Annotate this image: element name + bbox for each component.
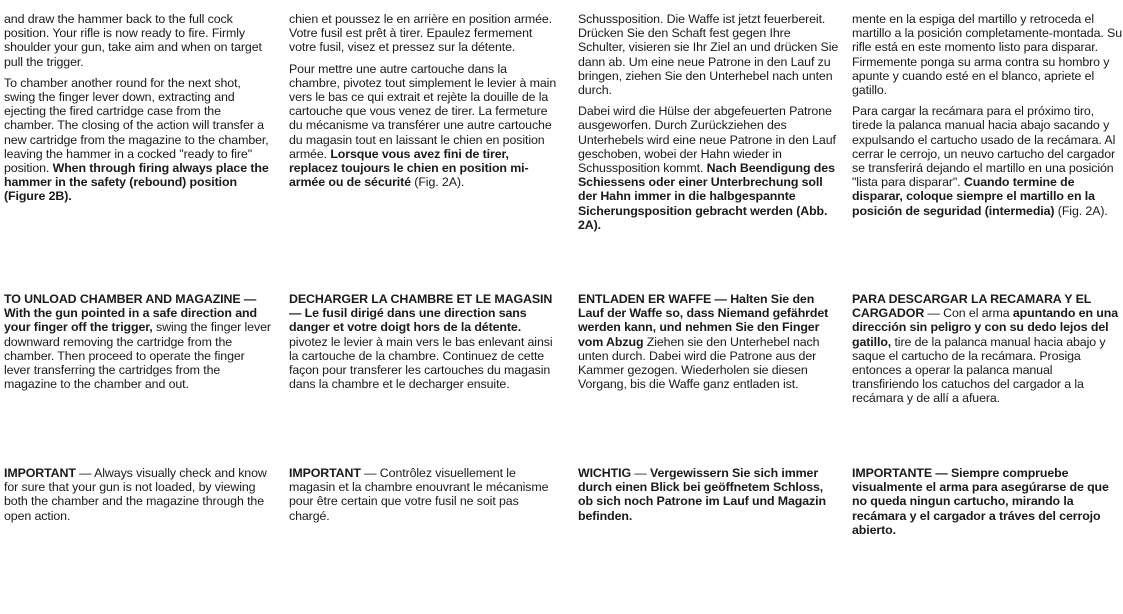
text-run: (Fig. 2A). — [410, 175, 465, 190]
paragraph — [852, 466, 1122, 537]
block-important — [289, 466, 557, 523]
block-firing — [852, 12, 1122, 218]
bold-text-run: IMPORTANT — [289, 466, 361, 480]
text-run: pivotez le levier à main vers le bas enlevant ainsi la cartouche de la chambre. Continuez de cette façon pour transferer les cartouches du magasin dans la chambre et le decharger ensuite. — [289, 334, 553, 392]
bold-text-run: PARA DESCARGAR LA RECAMARA Y EL CARGADOR — [852, 292, 1091, 321]
text-run: chien et poussez le en arrière en position armée. Votre fusil est prêt à tirer. Epaulez fermement votre fusil, visez et pressez sur la détente. — [289, 12, 553, 55]
paragraph — [4, 12, 272, 69]
text-run: Ziehen sie den Unterhebel nach unten durch. Dabei wird die Patrone aus der Kammer gezogen. Wiederholen sie diesen Vorgang, bis die Waffe ganz entladen ist. — [578, 334, 820, 392]
block-firing — [4, 12, 272, 204]
paragraph — [578, 466, 840, 523]
paragraph — [578, 12, 840, 97]
block-firing — [289, 12, 557, 189]
bold-text-run: IMPORTANT — [4, 466, 76, 480]
text-run: Schussposition. Die Waffe ist jetzt feuerbereit. Drücken Sie den Schaft fest gegen Ihre Schulter, visieren sie Ihr Ziel an und drücken Sie dann ab. Um eine neue Patrone in den Lauf zu bringen, ziehen Sie den Unterhebel nach unten durch. — [578, 12, 839, 98]
bold-text-run: Cuando termine de disparar, coloque siempre el martillo en la posición de seguridad (intermedia) — [852, 175, 1095, 218]
bold-text-run: Nach Beendigung des Schiessens oder einer Unterbrechung soll der Hahn immer in die halbgespannte Sicherungsposition gebracht werden (Abb. 2A). — [578, 161, 835, 232]
text-run: Para cargar la recámara para el próximo tiro, tirede la palanca manual hacia abajo sacando y expulsando el cartucho usado de la recámara. Al cerrar le cerrojo, un neuvo cartucho del cargador se transferirá dejando el martillo en una posición "lista para disparar". — [852, 104, 1116, 190]
text-run: mente en la espiga del martillo y retroceda el martillo a la posición completamente-montada. Su rifle está en este momento listo para disparar. Firmemente ponga su arma contra su hombro y apunte y cuando esté en el blanco, apriete el gatillo. — [852, 12, 1122, 98]
block-unload — [4, 292, 272, 391]
bold-text-run: Lorsque vous avez fini de tirer, replacez toujours le chien en position mi-armée ou de sécurité — [289, 146, 529, 190]
paragraph — [289, 62, 557, 190]
bold-text-run: WICHTIG — [578, 466, 631, 480]
paragraph — [289, 466, 557, 523]
bold-text-run: ENTLADEN ER WAFFE — Halten Sie den Lauf der Waffe so, dass Niemand gefährdet werden kann, und nehmen Sie den Finger vom Abzug — [578, 292, 829, 349]
block-unload — [578, 292, 840, 391]
bold-text-run: When through firing always place the hammer in the safety (rebound) position (Figure 2B). — [4, 161, 269, 204]
block-important — [578, 466, 840, 523]
block-unload — [852, 292, 1122, 406]
block-firing — [578, 12, 840, 232]
paragraph — [852, 104, 1122, 218]
bold-text-run: DECHARGER LA CHAMBRE ET LE MAGASIN — Le fusil dirigé dans une direction sans danger et votre doigt hors de la détente. — [289, 292, 553, 335]
text-run: (Fig. 2A). — [1054, 203, 1108, 218]
bold-text-run: TO UNLOAD CHAMBER AND MAGAZINE — With the gun pointed in a safe direction and your finger off the trigger, — [4, 292, 257, 335]
text-run: tire de la palanca manual hacia abajo y saque el cartucho de la recámara. Prosiga entonces a operar la palanca manual transfiriendo los catuchos del cargador a la recámara y de allí a afuera. — [852, 334, 1106, 406]
block-important — [852, 466, 1122, 537]
text-run: swing the finger lever downward removing the cartridge from the chamber. Then proceed to operate the finger lever transferring the cartridges from the magazine to the chamber and out. — [4, 320, 271, 392]
text-run: To chamber another round for the next shot, swing the finger lever down, extracting and ejecting the fired cartridge case from the chamber. The closing of the action will transfer a new cartridge from the magazine to the chamber, leaving the hammer in a cocked "ready to fire" position. — [4, 75, 269, 176]
paragraph — [4, 292, 272, 391]
paragraph — [578, 292, 840, 391]
bold-text-run: Vergewissern Sie sich immer durch einen Blick bei geöffnetem Schloss, ob sich noch Patrone im Lauf und Magazin befinden. — [578, 466, 826, 523]
text-run: — Con el arma — [924, 306, 1013, 321]
paragraph — [578, 104, 840, 232]
paragraph — [289, 292, 557, 391]
text-run: Dabei wird die Hülse der abgefeuerten Patrone ausgeworfen. Durch Zurückziehen des Unterhebels wird eine neue Patrone in den Lauf geschoben, wobei der Hahn wieder in Schussposition kommt. — [578, 104, 836, 176]
paragraph — [4, 466, 272, 523]
bold-text-run: IMPORTANTE — [852, 466, 932, 480]
bold-text-run: apuntando en una dirección sin peligro y con su dedo lejos del gatillo, — [852, 306, 1118, 349]
bold-text-run: — Siempre compruebe visualmente el arma para asegúrarse de que no queda ningun cartucho, mirando la recámara y el cargador a tráves del cerrojo abierto. — [852, 466, 1109, 537]
paragraph — [852, 12, 1122, 97]
text-run: — — [630, 466, 650, 480]
text-run: — Always visually check and know for sure that your gun is not loaded, by viewing both the chamber and the magazine through the open action. — [4, 466, 267, 523]
paragraph — [852, 292, 1122, 406]
text-run: and draw the hammer back to the full cock position. Your rifle is now ready to fire. Firmly shoulder your gun, take aim and when on target pull the trigger. — [4, 12, 262, 69]
block-important — [4, 466, 272, 523]
paragraph — [289, 12, 557, 55]
paragraph — [4, 76, 272, 204]
text-run: — Contrôlez visuellement le magasin et la chambre enouvrant le mécanisme pour être certain que votre fusil ne soit pas chargé. — [289, 466, 549, 523]
text-run: Pour mettre une autre cartouche dans la chambre, pivotez tout simplement le levier à main vers le bas ce qui extrait et rejète la douille de la cartouche que vous venez de tirer. La fermeture du mécanisme va transférer une autre cartouche du magasin tout en laissant le chien en position armée. — [289, 61, 557, 161]
block-unload — [289, 292, 557, 391]
